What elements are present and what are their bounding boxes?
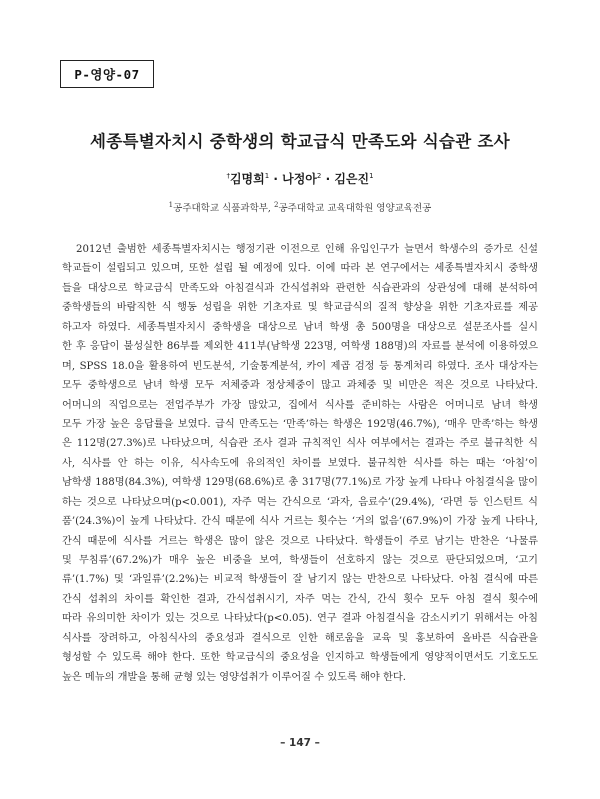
abstract-line: 은 112명(27.3%)로 나타났으며, 식습관 조사 결과 규칙적인 식사 여부에서는 결과는 주로 불규칙한 식 <box>62 438 538 450</box>
abstract-line: 며, SPSS 18.0을 활용하여 빈도분석, 기술통계분석, 카이 제곱 검정 등 통계처리 하였다. 조사 대상자는 <box>62 360 538 372</box>
abstract-line: 모두 가장 높은 응답률을 보였다. 급식 만족도는 ‘만족’하는 학생은 192명(46.7%), ‘매우 만족’하는 학생 <box>62 418 538 430</box>
abstract-line: 남학생 188명(84.3%), 여학생 129명(68.6%)로 총 317명(77.1%)로 가장 높게 나타나 아침결식을 많이 <box>62 477 538 489</box>
abstract-line: 학교들이 설립되고 있으며, 또한 설립 될 예정에 있다. 이에 따라 본 연구에서는 세종특별자치시 중학생 <box>62 263 538 275</box>
abstract-line: 따라 유의미한 차이가 있는 것으로 나타났다(p<0.05). 연구 결과 아침결식을 감소시키기 위해서는 아침 <box>62 613 538 625</box>
author-list <box>0 170 600 187</box>
abstract-line: 간식 섭취의 차이를 확인한 결과, 간식섭취시기, 자주 먹는 간식, 간식 횟수 모두 아침 결식 횟수에 <box>62 593 538 605</box>
abstract-line: 들을 대상으로 학교급식 만족도와 아침결식과 간식섭취와 관련한 식습관과의 상관성에 대해 분석하여 <box>62 282 538 294</box>
abstract-line: 어머니의 직업으로는 전업주부가 가장 많았고, 집에서 식사를 준비하는 사람은 어머니로 남녀 학생 <box>62 399 538 411</box>
affiliation-2: $^2$공주대학교 교육대학원 영양교육전공 <box>273 200 432 214</box>
abstract-line: 류’(1.7%) 및 ‘과일류’(2.2%)는 비교적 학생들이 잘 남기지 않는 반찬으로 나타났다. 아침 결식에 따른 <box>62 574 538 586</box>
abstract-line: 한 후 응답이 불성실한 86부를 제외한 411부(남학생 223명, 여학생 188명)의 자료를 분석에 이용하였으 <box>62 341 538 353</box>
affiliations <box>0 200 600 214</box>
corresponding-mark: † <box>226 172 230 180</box>
abstract-line: 식사를 장려하고, 아침식사의 중요성과 결식으로 인한 해로움을 교육 및 홍보하여 올바른 식습관을 <box>62 632 538 644</box>
abstract-line: 및 무침류’(67.2%)가 매우 높은 비중을 보여, 학생들이 선호하지 않는 것으로 판단되었으며, ‘고기 <box>62 555 538 566</box>
abstract-line: 높은 메뉴의 개발을 통해 균형 있는 영양섭취가 이루어질 수 있도록 해야 한다. <box>62 671 406 683</box>
abstract-body <box>62 240 538 687</box>
author-2: 나정아$^2$ <box>282 172 322 186</box>
abstract-line: 2012년 출범한 세종특별자치시는 행정기관 이전으로 인해 유입인구가 늘면서 학생수의 증가로 신설 <box>76 244 538 255</box>
paper-title: 세종특별자치시 중학생의 학교급식 만족도와 식습관 조사 <box>90 132 510 151</box>
author-separator: · <box>325 172 331 186</box>
abstract-line: 하는 것으로 나타났으며(p<0.001), 자주 먹는 간식으로 ‘과자, 음료수’(29.4%), ‘라면 등 인스턴트 식 <box>62 496 538 508</box>
abstract-line: 모두 중학생으로 남녀 학생 모두 저체중과 정상체중이 많고 과체중 및 비만은 적은 것으로 나타났다. <box>62 380 538 392</box>
abstract-line: 사, 식사를 안 하는 이유, 식사속도에 유의적인 차이를 보였다. 불규칙한 식사를 하는 때는 ‘아침’이 <box>62 457 538 469</box>
author-3: 김은진$^1$ <box>334 172 374 186</box>
page-number: – 147 – <box>280 737 320 749</box>
author-separator: · <box>273 172 278 186</box>
abstract-line: 품’(24.3%)이 높게 나타났다. 간식 때문에 식사 거르는 횟수는 ‘거의 없음’(67.9%)이 가장 높게 나타나, <box>62 516 538 528</box>
author-1: †김명희$^1$ <box>226 172 270 186</box>
abstract-line: 하고자 하였다. 세종특별자치시 중학생을 대상으로 남녀 학생 총 500명을 대상으로 설문조사를 실시 <box>62 321 538 333</box>
session-tag: P-영양-07 <box>60 60 154 88</box>
abstract-line: 간식 때문에 식사를 거르는 학생은 많이 않은 것으로 나타났다. 학생들이 주로 남기는 반찬은 ‘나물류 <box>62 535 538 547</box>
abstract-line: 중학생들의 바람직한 식 행동 성립을 위한 기초자료 및 학교급식의 질적 향상을 위한 기초자료를 제공 <box>62 302 538 314</box>
abstract-line: 형성할 수 있도록 해야 한다. 또한 학교급식의 중요성을 인지하고 학생들에게 영양적이면서도 기호도도 <box>62 652 538 664</box>
affiliation-1: $^1$공주대학교 식품과학부, <box>168 200 271 214</box>
